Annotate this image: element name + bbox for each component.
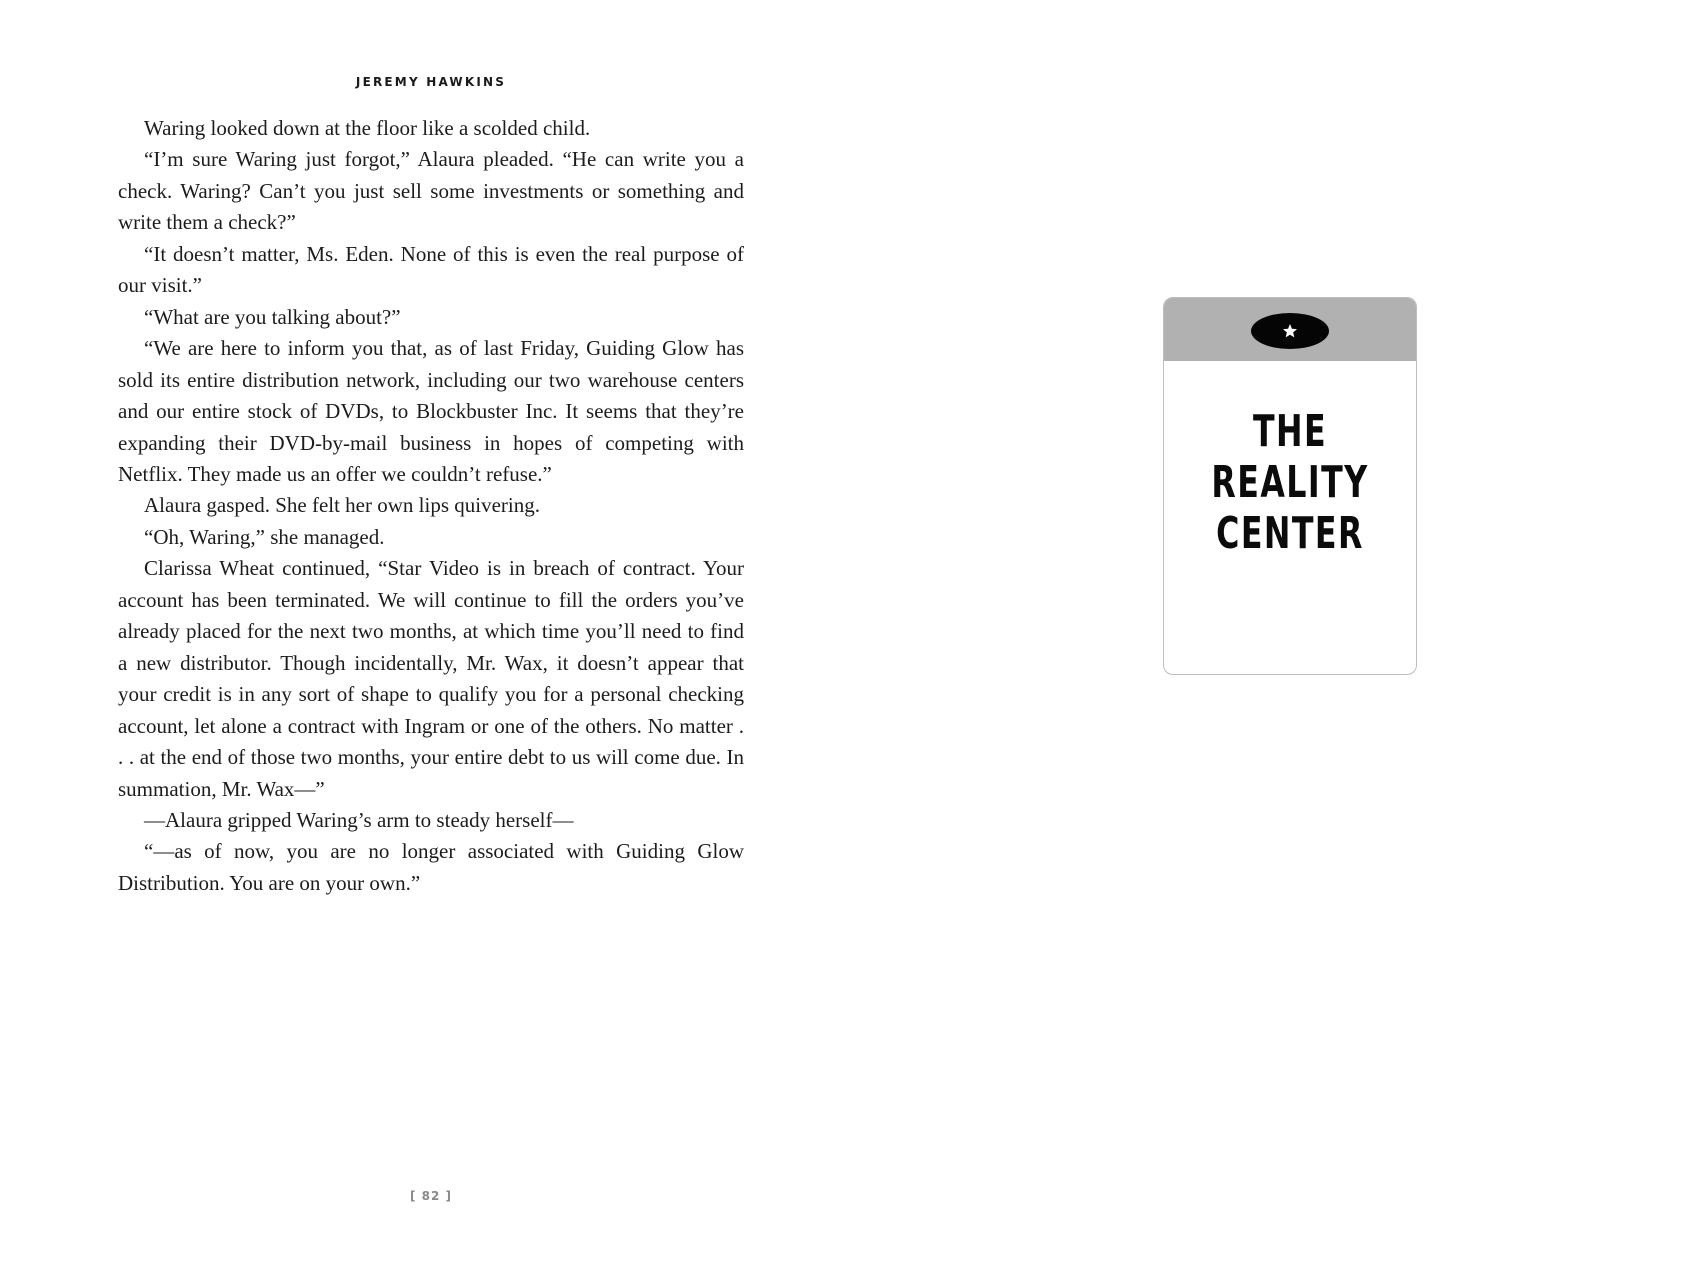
paragraph: Waring looked down at the floor like a scolded child.	[144, 116, 591, 140]
paragraph: “What are you talking about?”	[144, 304, 401, 329]
chapter-title-line: THE	[1252, 406, 1328, 457]
card-header-band	[1164, 298, 1416, 361]
page-number: [ 82 ]	[409, 1189, 453, 1203]
running-head: JEREMY HAWKINS	[355, 75, 507, 89]
paragraph: “We are here to inform you that, as of last Friday, Guiding Glow has sold its entire distribution network, including our two warehouse centers and our entire stock of DVDs, to Blockbuster Inc. It seems that they’re expanding their DVD-by-mail business in hopes of competing with Netflix. They made us an offer we couldn’t refuse.”	[118, 336, 744, 486]
chapter-title	[1199, 406, 1380, 559]
paragraph: Clarissa Wheat continued, “Star Video is in breach of contract. Your account has been terminated. We will continue to fill the orders you’ve already placed for the next two months, at which time you’ll need to find a new distributor. Though incidentally, Mr. Wax, it doesn’t appear that your credit is in any sort of shape to qualify you for a personal checking account, let alone a contract with Ingram or one of the others. No matter . . . at the end of those two months, your entire debt to us will come due. In summation, Mr. Wax—”	[118, 556, 744, 801]
paragraph: “—as of now, you are no longer associated with Guiding Glow Distribution. You are on your own.”	[118, 839, 744, 895]
card-badge	[1251, 313, 1329, 349]
paragraph: —Alaura gripped Waring’s arm to steady herself—	[144, 807, 574, 832]
chapter-title-card	[1163, 297, 1417, 675]
chapter-title-line: CENTER	[1216, 508, 1364, 559]
body-text	[118, 113, 744, 899]
paragraph: “It doesn’t matter, Ms. Eden. None of this is even the real purpose of our visit.”	[118, 241, 744, 298]
paragraph: Alaura gasped. She felt her own lips quivering.	[144, 493, 540, 518]
paragraph: “I’m sure Waring just forgot,” Alaura pleaded. “He can write you a check. Waring? Can’t you just sell some investments or something and write them a check?”	[118, 147, 744, 235]
paragraph: “Oh, Waring,” she managed.	[144, 524, 385, 549]
star-icon	[1282, 323, 1298, 339]
chapter-title-line: REALITY	[1211, 457, 1369, 508]
